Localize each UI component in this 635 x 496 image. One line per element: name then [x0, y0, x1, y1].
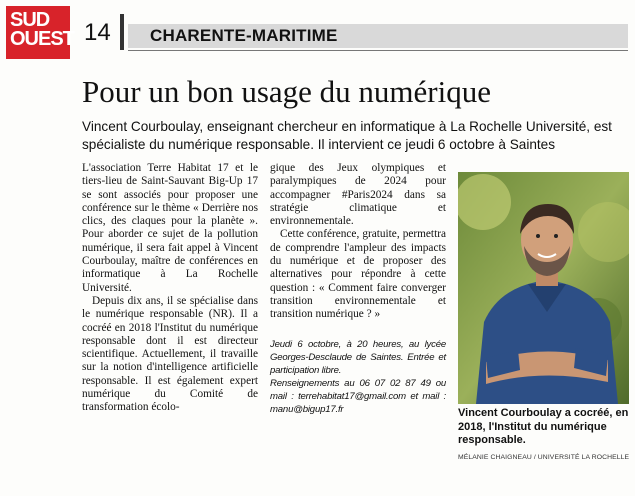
- portrait-illustration: [458, 172, 629, 404]
- article-deck: Vincent Courboulay, enseignant chercheur en informatique à La Rochelle Université, est spécialiste du numérique responsable. Il intervient ce jeudi 6 octobre à Saintes: [82, 119, 612, 152]
- sud-ouest-logo: [6, 6, 74, 59]
- paragraph: gique des Jeux olympiques et paralympiques de 2024 pour accompagner #Paris2024 dans sa stratégie climatique et environnementale.: [270, 162, 446, 228]
- logo-line-1: SUD: [10, 9, 50, 31]
- photo-credit: MÉLANIE CHAIGNEAU / UNIVERSITÉ LA ROCHELLE: [458, 454, 630, 461]
- contact-info: Renseignements au 06 07 02 87 49 ou mail : terrehabitat17@gmail.com et mail : manu@bigup17.fr: [270, 377, 446, 415]
- section-title: CHARENTE-MARITIME: [128, 24, 628, 48]
- divider: [120, 14, 124, 50]
- paragraph: Depuis dix ans, il se spécialise dans le numérique responsable (NR). Il a cocréé en 2018 l'Institut du numérique responsable dont il est directeur scientifique. Actuellement, il travaille sur la notion d'intelligence artificielle responsable. Il est également expert numérique du Comité de transformation écolo-: [82, 294, 258, 414]
- text-column-1: [82, 162, 258, 415]
- paragraph: Cette conférence, gratuite, permettra de comprendre l'ampleur des impacts du numérique et de proposer des alternatives pour répondre à cette question : « Comment faire converger transition environnementale et transition numérique ? »: [270, 228, 446, 321]
- article-headline: Pour un bon usage du numérique: [82, 74, 491, 109]
- logo-line-2: OUEST: [10, 28, 74, 50]
- page-number: 14: [84, 19, 111, 46]
- event-info: Jeudi 6 octobre, à 20 heures, au lycée Georges-Desclaude de Saintes. Entrée et participation libre.: [270, 338, 446, 376]
- photo-caption: Vincent Courboulay a cocréé, en 2018, l'Institut du numérique responsable.: [458, 407, 629, 446]
- portrait-photo: [458, 172, 629, 404]
- text-column-2: [270, 162, 446, 416]
- header-rule: [128, 50, 628, 51]
- paragraph: L'association Terre Habitat 17 et le tiers-lieu de Saint-Sauvant Big-Up 17 se sont associés pour proposer une conférence sur le thème « Derrière nos clics, des claques pour la planète ». Pour aborder ce sujet de la pollution numérique, il sera fait appel à Vincent Courboulay, maître de conférences en informatique à La Rochelle Université.: [82, 162, 258, 294]
